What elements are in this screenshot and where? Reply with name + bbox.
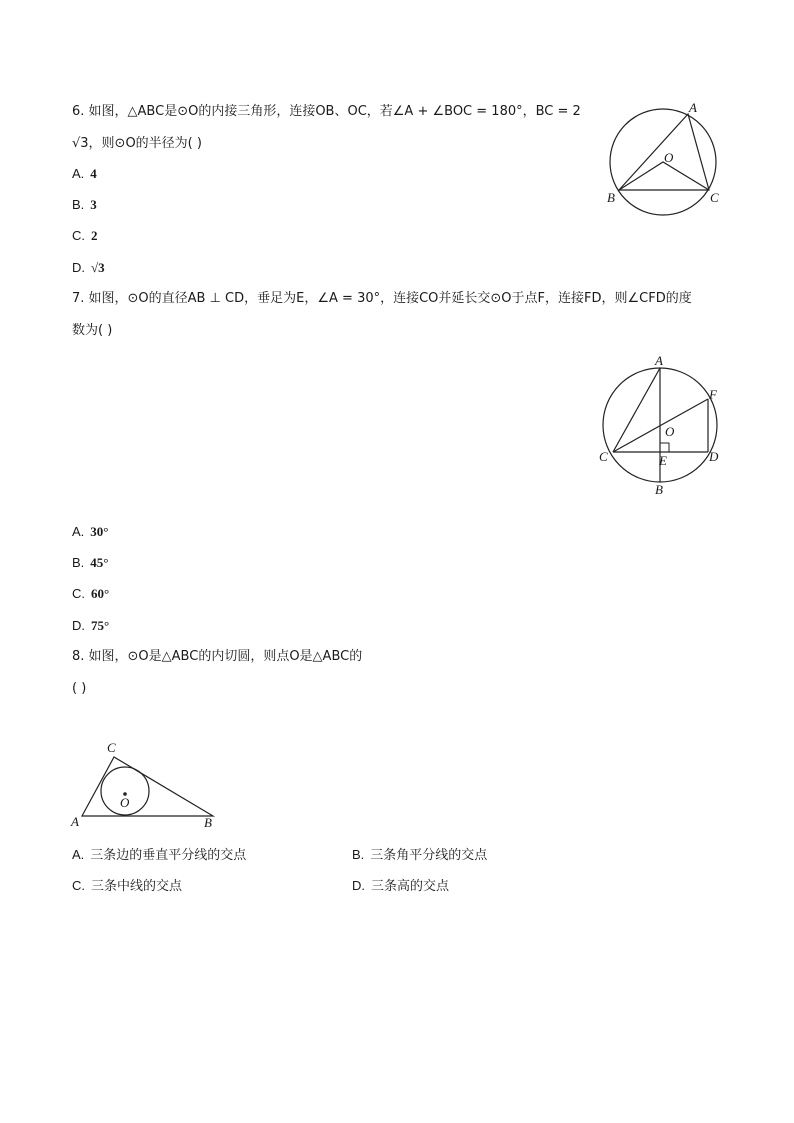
q8-figure xyxy=(68,738,223,833)
q7-label-o: O xyxy=(665,424,675,439)
q6-stem-line1: 6. 如图，△ABC是⊙O的内接三角形，连接OB、OC，若∠A + ∠BOC = 180°，BC = 2 xyxy=(72,104,581,119)
q6-label-a: A xyxy=(689,100,697,115)
q7-stem-line1: 7. 如图，⊙O的直径AB ⊥ CD，垂足为E，∠A = 30°，连接CO并延长交⊙O于点F，连接FD，则∠CFD的度 xyxy=(72,291,692,306)
q7-stem-line2: 数为( ) xyxy=(72,323,113,338)
q7-label-f: F xyxy=(709,387,717,402)
q7-option-c[interactable]: C. 60° xyxy=(72,586,110,601)
q7-label-c: C xyxy=(599,449,608,464)
q8-label-b: B xyxy=(204,815,212,830)
q6-figure xyxy=(600,100,730,220)
q6-stem-line2: √3，则⊙O的半径为( ) xyxy=(72,136,202,151)
q8-option-b[interactable]: B. 三条角平分线的交点 xyxy=(352,847,488,863)
q7-option-b[interactable]: B. 45° xyxy=(72,555,109,570)
q8-label-a: A xyxy=(71,814,79,829)
q7-label-e: E xyxy=(659,453,667,468)
q6-label-c: C xyxy=(710,190,719,205)
q8-option-d[interactable]: D. 三条高的交点 xyxy=(352,878,450,894)
q8-label-c: C xyxy=(107,740,116,755)
q8-option-a[interactable]: A. 三条边的垂直平分线的交点 xyxy=(72,847,247,863)
q6-label-b: B xyxy=(607,190,615,205)
q8-label-o: O xyxy=(120,795,130,810)
q7-label-b: B xyxy=(655,482,663,497)
q6-option-b[interactable]: B. 3 xyxy=(72,197,97,212)
q6-option-a[interactable]: A. 4 xyxy=(72,166,97,181)
q8-stem-line2: ( ) xyxy=(72,681,87,696)
q6-option-d[interactable]: D. √3 xyxy=(72,260,105,275)
q7-figure xyxy=(595,355,730,500)
q7-option-d[interactable]: D. 75° xyxy=(72,618,110,633)
q7-right-angle-mark xyxy=(660,443,669,452)
q7-label-d: D xyxy=(709,449,719,464)
q8-option-c[interactable]: C. 三条中线的交点 xyxy=(72,878,183,894)
q7-label-a: A xyxy=(655,353,663,368)
q6-label-o: O xyxy=(664,150,674,165)
q7-option-a[interactable]: A. 30° xyxy=(72,524,109,539)
q6-option-c[interactable]: C. 2 xyxy=(72,228,98,243)
q8-stem-line1: 8. 如图，⊙O是△ABC的内切圆，则点O是△ABC的 xyxy=(72,649,363,664)
